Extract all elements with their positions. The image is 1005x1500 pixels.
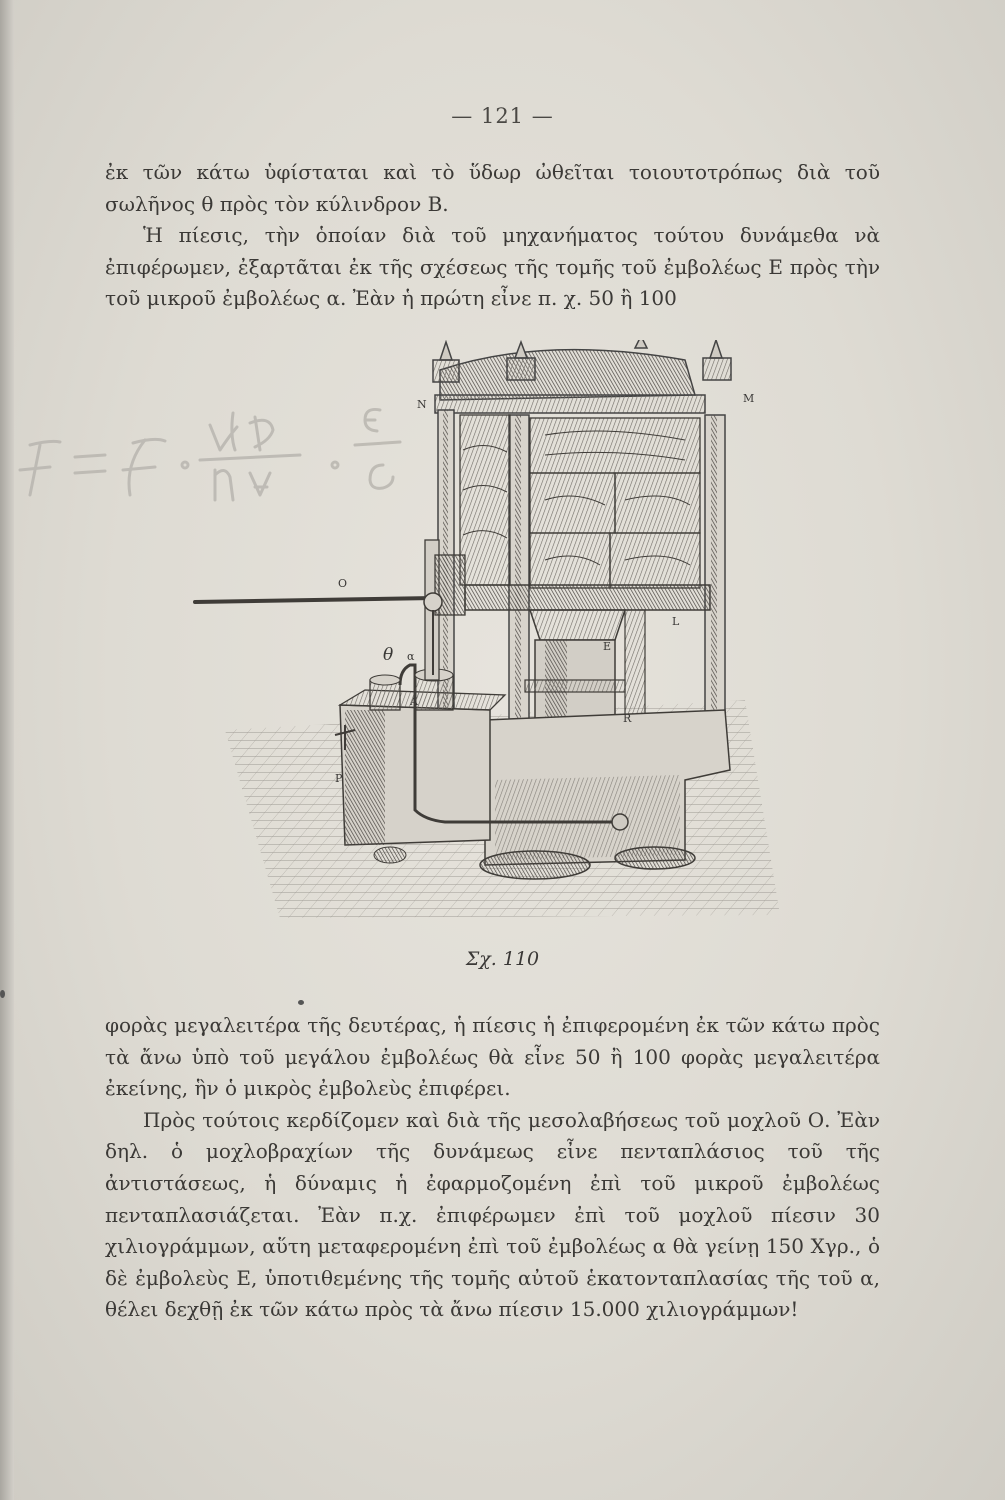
page-edge-shadow bbox=[0, 0, 14, 1500]
ink-spot bbox=[298, 1000, 304, 1005]
bottom-paragraph-2: Πρὸς τούτοις κερδίζομεν καὶ διὰ τῆς μεσολαβήσεως τοῦ μοχλοῦ Ο. Ἐὰν δηλ. ὁ μοχλοβραχίων τῆς δυνάμεως εἶνε πενταπλάσιος τοῦ τῆς ἀντιστάσεως, ἡ δύναμις ἡ ἐφαρμοζομένη ἐπὶ τοῦ μικροῦ ἐμβολέως πενταπλασιάζεται. Ἐὰν π.χ. ἐπιφέρωμεν ἐπὶ τοῦ μοχλοῦ πίεσιν 30 χιλιογράμμων, αὕτη μεταφερομένη ἐπὶ τοῦ ἐμβολέως α θὰ γείνῃ 150 Χγρ., ὁ δὲ ἐμβολεὺς Ε, ὑποτιθεμένης τῆς τομῆς αὐτοῦ ἑκατονταπλασίας τῆς τοῦ α, θέλει δεχθῇ ἐκ τῶν κάτω πρὸς τὰ ἄνω πίεσιν 15.000 χιλιογράμμων! bbox=[105, 1107, 880, 1322]
edge-mark bbox=[0, 990, 5, 998]
label-theta: θ bbox=[383, 645, 394, 665]
page-number: — 121 — bbox=[451, 104, 554, 128]
bottom-text-block bbox=[105, 1010, 880, 1326]
label-L: L bbox=[672, 615, 680, 628]
hydraulic-press-engraving bbox=[185, 340, 780, 920]
top-paragraph-2: Ἡ πίεσις, τὴν ὁποίαν διὰ τοῦ μηχανήματος τούτου δυνάμεθα νὰ ἐπιφέρωμεν, ἐξαρτᾶται ἐκ τῆς σχέσεως τῆς τομῆς τοῦ ἐμβολέως Ε πρὸς τὴν τοῦ μικροῦ ἐμβολέως α. Ἐὰν ἡ πρώτη εἶνε π. χ. 50 ἢ 100 bbox=[105, 223, 880, 311]
label-M: M bbox=[743, 392, 755, 405]
label-A: A bbox=[410, 695, 418, 708]
hydraulic-press-figure bbox=[185, 340, 780, 920]
label-alpha: α bbox=[407, 650, 415, 663]
top-text-block bbox=[105, 157, 880, 315]
label-R: R bbox=[623, 712, 632, 725]
top-paragraph-1: ἐκ τῶν κάτω ὑφίσταται καὶ τὸ ὕδωρ ὠθεῖται τοιουτοτρόπως διὰ τοῦ σωλῆνος θ πρὸς τὸν κύλινδρον Β. bbox=[105, 160, 880, 216]
label-E: E bbox=[603, 640, 612, 653]
label-P: P bbox=[335, 772, 343, 785]
label-O: O bbox=[338, 577, 348, 590]
label-N: N bbox=[417, 398, 427, 411]
bottom-paragraph-1: φορὰς μεγαλειτέρα τῆς δευτέρας, ἡ πίεσις ἡ ἐπιφερομένη ἐκ τῶν κάτω πρὸς τὰ ἄνω ὑπὸ τοῦ μεγάλου ἐμβολέως θὰ εἶνε 50 ἢ 100 φορὰς μεγαλειτέρα ἐκείνης, ἣν ὁ μικρὸς ἐμβολεὺς ἐπιφέρει. bbox=[105, 1013, 880, 1101]
figure-caption: Σχ. 110 bbox=[465, 948, 540, 970]
